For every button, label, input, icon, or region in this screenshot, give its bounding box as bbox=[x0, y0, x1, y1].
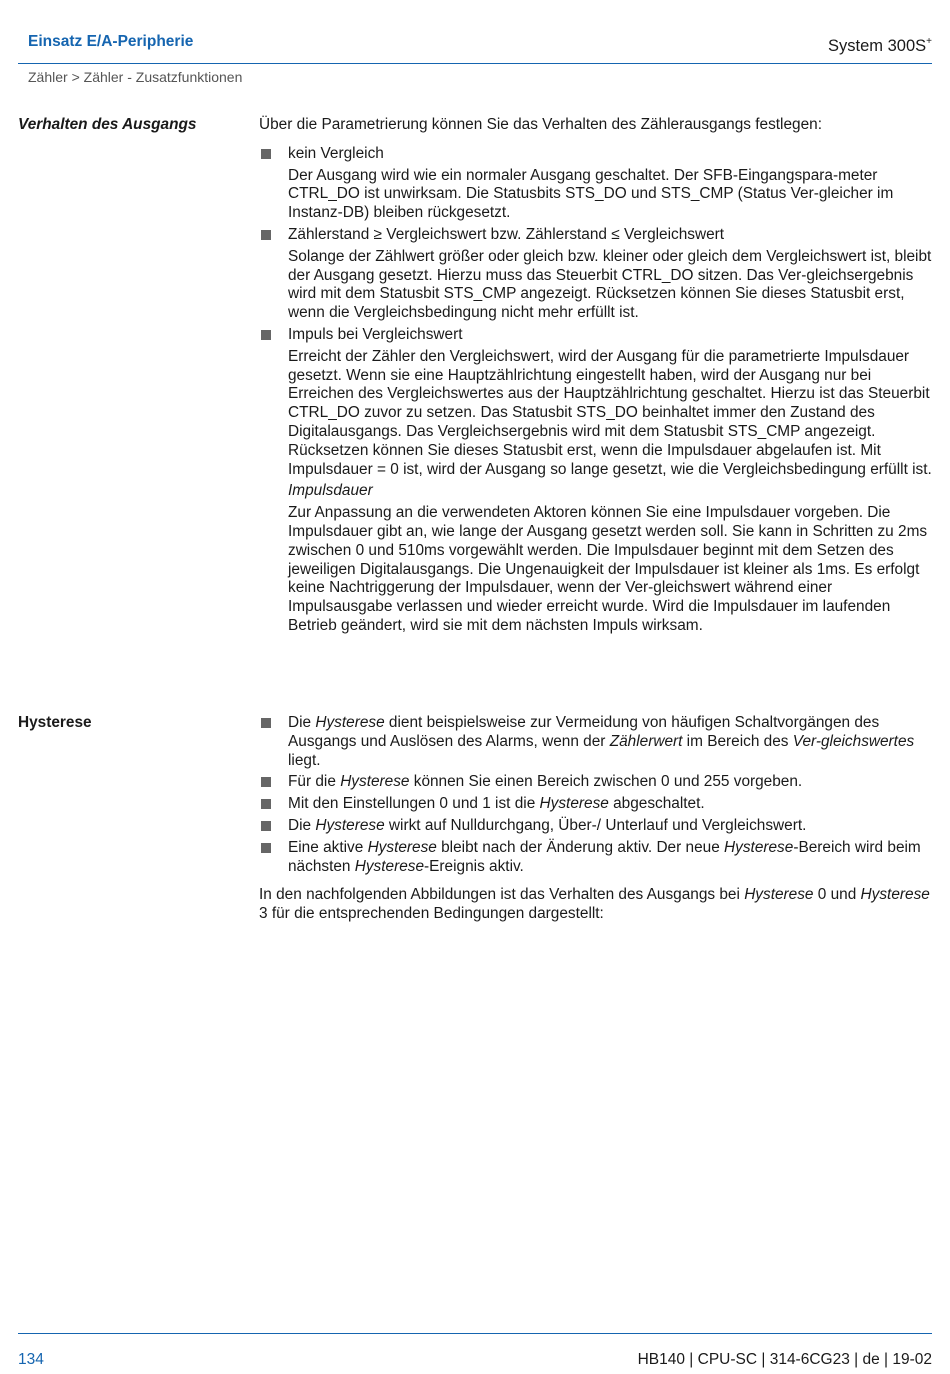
term-hysterese: Hysterese bbox=[724, 838, 794, 856]
text-run: 3 für die entsprechenden Bedingungen dargestellt: bbox=[259, 905, 604, 923]
text-run: können Sie einen Bereich zwischen 0 und 255 vorgeben. bbox=[409, 773, 803, 791]
hysterese-content bbox=[259, 714, 932, 924]
subheading-impulsdauer: Impulsdauer bbox=[288, 482, 373, 500]
system-title bbox=[828, 33, 932, 56]
term-hysterese: Hysterese bbox=[744, 886, 814, 904]
item-subtext: Zur Anpassung an die verwendeten Aktoren können Sie eine Impulsdauer vorgeben. Die Impulsdauer gibt an, wie lange der Ausgang gesetzt werden soll. Sie kann in Schritten zu 2ms zwischen 0 und 510ms vorgewählt werden. Die Impulsdauer beginnt mit dem Setzen des jeweiligen Digitalausgangs. Die Ungenauigkeit der Impulsdauer ist kleiner als 1ms. Es erfolgt keine Nachtriggerung der Impulsdauer, wenn der Ver-gleichswert während einer Impulsausgabe verlassen und wieder erreicht wurde. Wird die Impulsdauer im laufenden Betrieb geändert, wird sie mit dem nächsten Impuls wirksam. bbox=[288, 504, 928, 634]
list-item bbox=[259, 773, 932, 792]
verhalten-list bbox=[259, 145, 932, 636]
hysterese-list bbox=[259, 714, 932, 876]
bullet-square-icon bbox=[261, 718, 271, 728]
text-run: Die bbox=[288, 816, 316, 834]
bullet-square-icon bbox=[261, 149, 271, 159]
footer-divider bbox=[18, 1333, 932, 1334]
system-superscript: + bbox=[926, 36, 932, 47]
term-hysterese: Hysterese bbox=[315, 816, 385, 834]
system-name: System 300S bbox=[828, 37, 927, 55]
text-run: im Bereich des bbox=[682, 732, 793, 750]
list-item bbox=[259, 226, 932, 323]
text-run: 0 und bbox=[813, 886, 861, 904]
list-item bbox=[259, 839, 932, 877]
term-hysterese: Hysterese bbox=[367, 838, 437, 856]
text-run: abgeschaltet. bbox=[608, 795, 705, 813]
section-title: Einsatz E/A-Peripherie bbox=[28, 33, 194, 50]
header-divider bbox=[18, 63, 932, 64]
side-heading-hysterese: Hysterese bbox=[18, 714, 92, 731]
list-item bbox=[259, 714, 932, 770]
bullet-square-icon bbox=[261, 777, 271, 787]
text-run: -Ereignis aktiv. bbox=[424, 857, 524, 875]
side-heading-verhalten: Verhalten des Ausgangs bbox=[18, 116, 197, 133]
item-text: Der Ausgang wird wie ein normaler Ausgang geschaltet. Der SFB-Eingangspara-meter CTRL_DO ist unwirksam. Die Statusbits STS_DO und STS_CMP (Status Ver-gleicher im Instanz-DB) bleiben rückgesetzt. bbox=[288, 166, 894, 222]
item-title: Zählerstand ≥ Vergleichswert bzw. Zählerstand ≤ Vergleichswert bbox=[288, 225, 725, 243]
list-item bbox=[259, 817, 932, 836]
text-run: In den nachfolgenden Abbildungen ist das Verhalten des Ausgangs bei bbox=[259, 886, 745, 904]
breadcrumb: Zähler > Zähler - Zusatzfunktionen bbox=[28, 69, 243, 85]
bullet-square-icon bbox=[261, 843, 271, 853]
document-id: HB140 | CPU-SC | 314-6CG23 | de | 19-02 bbox=[637, 1351, 932, 1368]
hysterese-closing bbox=[259, 886, 932, 924]
term-vergleichswertes: Ver-gleichswertes bbox=[792, 732, 915, 750]
text-run: wirkt auf Nulldurchgang, Über-/ Unterlauf und Vergleichswert. bbox=[384, 816, 807, 834]
term-zaehlerwert: Zählerwert bbox=[609, 732, 683, 750]
bullet-square-icon bbox=[261, 821, 271, 831]
verhalten-content bbox=[259, 116, 932, 636]
text-run: bleibt nach der Änderung aktiv. Der neue bbox=[436, 838, 725, 856]
item-title: Impuls bei Vergleichswert bbox=[288, 325, 463, 343]
term-hysterese: Hysterese bbox=[860, 886, 930, 904]
text-run: -Bereich wird beim nächsten bbox=[288, 838, 921, 875]
item-text: Solange der Zählwert größer oder gleich bzw. kleiner oder gleich dem Vergleichswert ist, bleibt der Ausgang gesetzt. Hierzu muss das Steuerbit CTRL_DO sitzen. Das Ver-gleichsergebnis wird mit dem Statusbit STS_CMP angezeigt. Rücksetzen können Sie dieses Statusbit erst, wenn die Vergleichsbedingung nicht mehr erfüllt ist. bbox=[288, 247, 932, 322]
text-run: liegt. bbox=[288, 751, 321, 769]
term-hysterese: Hysterese bbox=[340, 773, 410, 791]
term-hysterese: Hysterese bbox=[315, 714, 385, 731]
item-title: kein Vergleich bbox=[288, 144, 384, 162]
page-number: 134 bbox=[18, 1351, 44, 1368]
bullet-square-icon bbox=[261, 799, 271, 809]
list-item bbox=[259, 795, 932, 814]
list-item bbox=[259, 145, 932, 223]
term-hysterese: Hysterese bbox=[354, 857, 425, 875]
term-hysterese: Hysterese bbox=[539, 795, 609, 813]
text-run: Eine aktive bbox=[288, 838, 368, 856]
item-text: Erreicht der Zähler den Vergleichswert, wird der Ausgang für die parametrierte Impulsdauer gesetzt. Wenn sie eine Hauptzählrichtung eingestellt haben, wird der Ausgang nur bei Erreichen des Vergleichswertes aus der Hauptzählrichtung geschaltet. Hierzu ist das Steuerbit CTRL_DO zuvor zu setzen. Das Statusbit STS_DO beinhaltet immer den Zustand des Digitalausgangs. Das Vergleichsergebnis wird mit dem Statusbit STS_CMP angezeigt. Rücksetzen können Sie dieses Statusbit erst, wenn die Impulsdauer abgelaufen ist. Mit Impulsdauer = 0 ist, wird der Ausgang so lange gesetzt, wie die Vergleichsbedingung erfüllt ist. bbox=[288, 347, 932, 478]
text-run: Für die bbox=[288, 773, 341, 791]
bullet-square-icon bbox=[261, 330, 271, 340]
text-run: dient beispielsweise zur Vermeidung von häufigen Schaltvorgängen des Ausgangs und Auslösen des Alarms, wenn der bbox=[288, 714, 880, 750]
verhalten-intro: Über die Parametrierung können Sie das Verhalten des Zählerausgangs festlegen: bbox=[259, 116, 822, 133]
bullet-square-icon bbox=[261, 230, 271, 240]
text-run: Mit den Einstellungen 0 und 1 ist die bbox=[288, 795, 540, 813]
text-run: Die bbox=[288, 714, 316, 731]
list-item bbox=[259, 326, 932, 636]
